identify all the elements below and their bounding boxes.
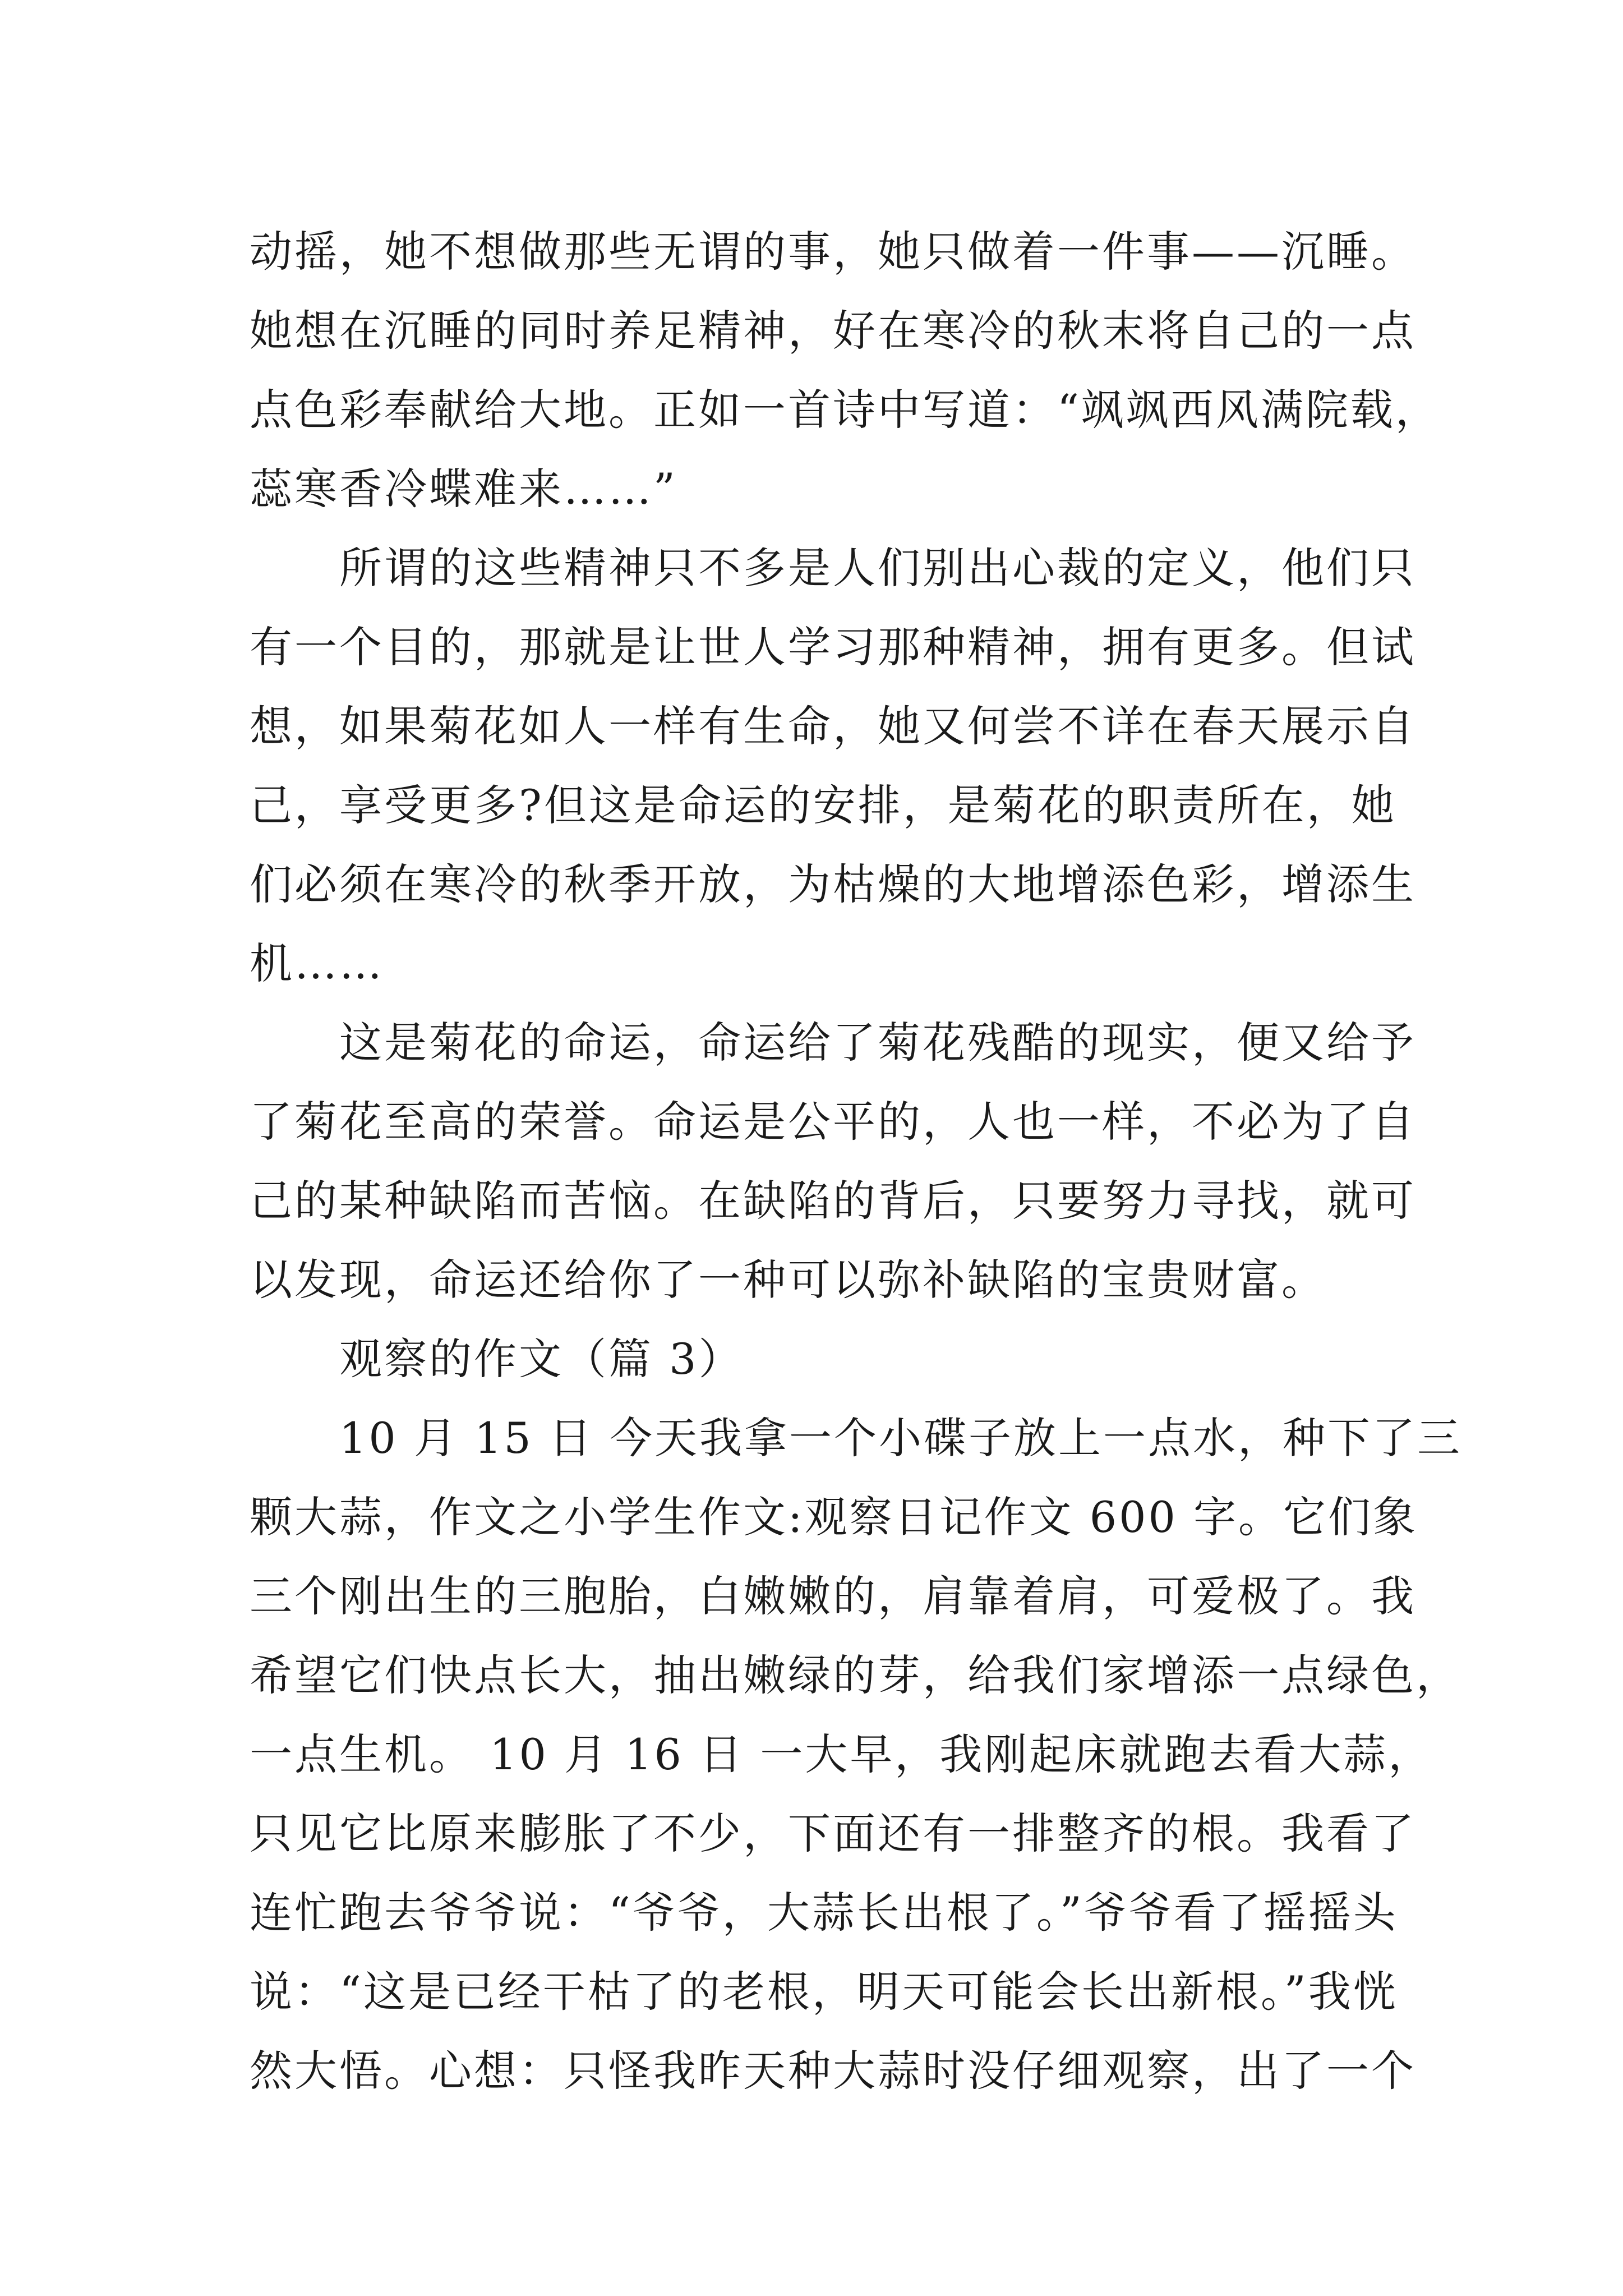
text-line: 蕊寒香冷蝶难来……” bbox=[250, 464, 677, 514]
text-line: 了菊花至高的荣誉。命运是公平的，人也一样，不必为了自 bbox=[250, 1097, 1416, 1147]
text-line: 三个刚出生的三胞胎，白嫩嫩的，肩靠着肩，可爱极了。我 bbox=[250, 1571, 1416, 1621]
text-line: 观察的作文（篇 3） bbox=[339, 1334, 744, 1384]
text-line: 有一个目的，那就是让世人学习那种精神，拥有更多。但试 bbox=[250, 622, 1416, 672]
text-line: 颗大蒜，作文之小学生作文:观察日记作文 600 字。它们象 bbox=[250, 1492, 1418, 1542]
text-line: 所谓的这些精神只不多是人们别出心裁的定义，他们只 bbox=[339, 543, 1416, 593]
text-line: 她想在沉睡的同时养足精神，好在寒冷的秋末将自己的一点 bbox=[250, 306, 1416, 356]
text-line: 们必须在寒冷的秋季开放，为枯燥的大地增添色彩，增添生 bbox=[250, 859, 1416, 909]
text-line: 点色彩奉献给大地。正如一首诗中写道：“飒飒西风满院载， bbox=[250, 385, 1440, 435]
document-body bbox=[250, 212, 1463, 2110]
text-line: 然大悟。心想：只怪我昨天种大蒜时没仔细观察，出了一个 bbox=[250, 2046, 1416, 2096]
text-line: 一点生机。 10 月 16 日 一大早，我刚起床就跑去看大蒜， bbox=[250, 1729, 1433, 1779]
text-line: 这是菊花的命运，命运给了菊花残酷的现实，便又给予 bbox=[339, 1018, 1416, 1068]
text-line: 希望它们快点长大，抽出嫩绿的芽，给我们家增添一点绿色， bbox=[250, 1650, 1461, 1700]
text-line: 连忙跑去爷爷说：“爷爷，大蒜长出根了。”爷爷看了摇摇头 bbox=[250, 1888, 1398, 1938]
text-line: 以发现，命运还给你了一种可以弥补缺陷的宝贵财富。 bbox=[250, 1255, 1326, 1305]
text-line: 己，享受更多?但这是命运的安排，是菊花的职责所在，她 bbox=[250, 780, 1396, 830]
text-line: 己的某种缺陷而苦恼。在缺陷的背后，只要努力寻找，就可 bbox=[250, 1176, 1416, 1226]
text-line: 只见它比原来膨胀了不少，下面还有一排整齐的根。我看了 bbox=[250, 1809, 1416, 1858]
text-line: 10 月 15 日 今天我拿一个小碟子放上一点水，种下了三 bbox=[339, 1413, 1463, 1463]
text-line: 动摇，她不想做那些无谓的事，她只做着一件事——沉睡。 bbox=[250, 227, 1416, 277]
text-line: 想，如果菊花如人一样有生命，她又何尝不详在春天展示自 bbox=[250, 701, 1416, 751]
text-line: 机…… bbox=[250, 938, 384, 988]
text-line: 说：“这是已经干枯了的老根，明天可能会长出新根。”我恍 bbox=[250, 1967, 1398, 2017]
